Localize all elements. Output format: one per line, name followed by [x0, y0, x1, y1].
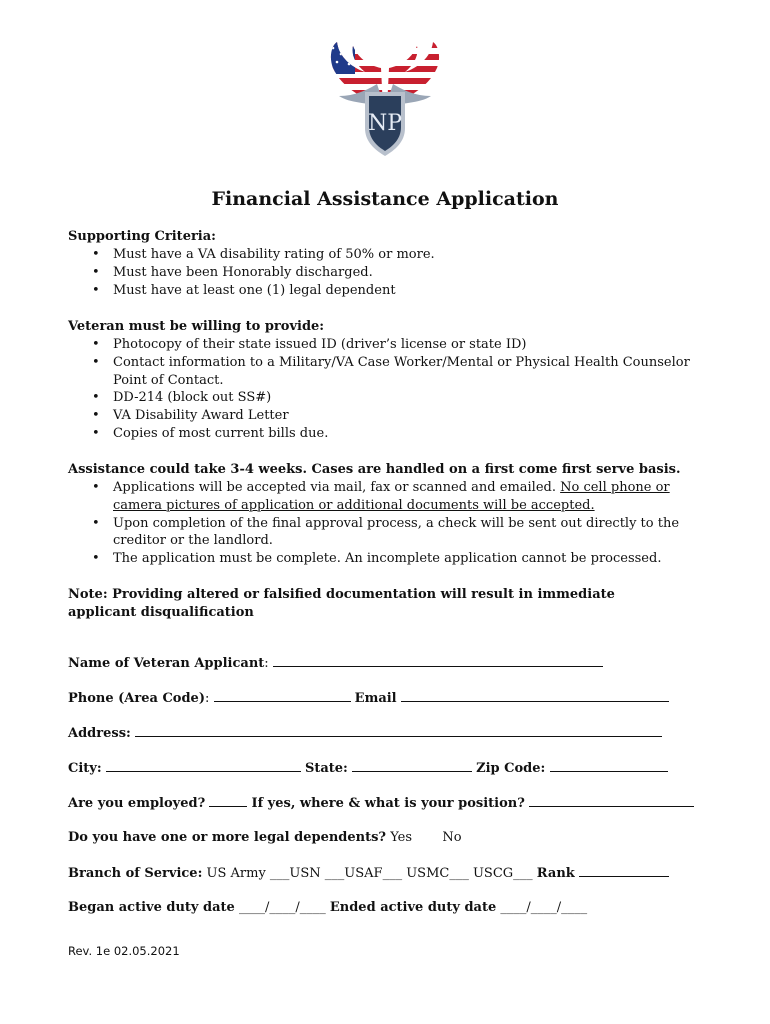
branch-label: Branch of Service: [68, 866, 203, 881]
city-label: City: [68, 761, 102, 776]
phone-email-row: Phone (Area Code): Email [68, 690, 669, 706]
list-item: • Copies of most current bills due. [113, 425, 708, 443]
rank-input-line[interactable] [579, 865, 669, 877]
supporting-criteria-heading: Supporting Criteria: [68, 229, 216, 244]
city-state-zip-row [68, 760, 668, 776]
duty-dates-row [68, 900, 587, 915]
submission-text: Applications will be accepted via mail, fax or scanned and emailed. [113, 480, 561, 495]
supporting-criteria-list [68, 246, 708, 299]
state-input-line[interactable] [352, 760, 472, 772]
assistance-section [68, 461, 708, 568]
city-input-line[interactable] [106, 760, 301, 772]
branch-row [68, 865, 669, 881]
yes-option[interactable]: Yes [390, 830, 413, 845]
list-item: • Must have a VA disability rating of 50% or more. [113, 246, 708, 264]
ended-duty-date-field[interactable]: ____/____/____ [500, 900, 588, 915]
revision-footer: Rev. 1e 02.05.2021 [68, 944, 180, 958]
provide-section [68, 318, 708, 443]
list-item: • Photocopy of their state issued ID (driver’s license or state ID) [113, 336, 708, 354]
position-input-line[interactable] [529, 795, 694, 807]
name-label: Name of Veteran Applicant [68, 656, 265, 671]
dependents-label: Do you have one or more legal dependents? [68, 830, 387, 845]
no-option[interactable]: No [442, 830, 462, 845]
employed-input-line[interactable] [209, 795, 247, 807]
address-input-line[interactable] [135, 725, 662, 737]
began-duty-date-field[interactable]: ____/____/____ [238, 900, 326, 915]
page-title: Financial Assistance Application [211, 188, 559, 210]
list-item: • The application must be complete. An incomplete application cannot be processed. [113, 550, 708, 568]
email-label: Email [354, 691, 397, 706]
rank-label: Rank [536, 866, 575, 881]
provide-heading: Veteran must be willing to provide: [68, 319, 325, 334]
provide-list [68, 336, 708, 443]
name-row: Name of Veteran Applicant: [68, 655, 603, 671]
list-item: • DD-214 (block out SS#) [113, 389, 708, 407]
zip-input-line[interactable] [550, 760, 668, 772]
state-label: State: [304, 761, 348, 776]
position-label: If yes, where & what is your position? [251, 796, 525, 811]
phone-label: Phone (Area Code) [68, 691, 205, 706]
np-wings-logo [325, 38, 445, 160]
address-row [68, 725, 662, 741]
email-input-line[interactable] [401, 690, 669, 702]
name-input-line[interactable] [273, 655, 603, 667]
list-item: • Contact information to a Military/VA Case Worker/Mental or Physical Health Counselor Point of Contact. [113, 354, 708, 390]
logo-monogram: NP [367, 111, 403, 136]
disqualification-note: Note: Providing altered or falsified documentation will result in immediate applicant disqualification [68, 587, 615, 620]
assistance-heading: Assistance could take 3-4 weeks. Cases are handled on a first come first serve basis. [68, 462, 681, 477]
address-label: Address: [68, 726, 131, 741]
list-item: • Must have at least one (1) legal dependent [113, 282, 708, 300]
zip-label: Zip Code: [476, 761, 546, 776]
supporting-criteria-section [68, 228, 708, 299]
employed-label: Are you employed? [68, 796, 206, 811]
employment-row [68, 795, 694, 811]
phone-input-line[interactable] [214, 690, 351, 702]
list-item: • Must have been Honorably discharged. [113, 264, 708, 282]
list-item: • VA Disability Award Letter [113, 407, 708, 425]
list-item [113, 479, 708, 515]
dependents-row [68, 830, 462, 845]
branch-options[interactable]: US Army ___USN ___USAF___ USMC___ USCG___ [206, 866, 533, 881]
no-photos-warning: No cell phone or camera pictures of application or additional documents will be accepted. [113, 480, 670, 513]
began-duty-label: Began active duty date [68, 900, 235, 915]
ended-duty-label: Ended active duty date [329, 900, 497, 915]
list-item: • Upon completion of the final approval process, a check will be sent out directly to the creditor or the landlord. [113, 515, 708, 551]
assistance-list [68, 479, 708, 568]
